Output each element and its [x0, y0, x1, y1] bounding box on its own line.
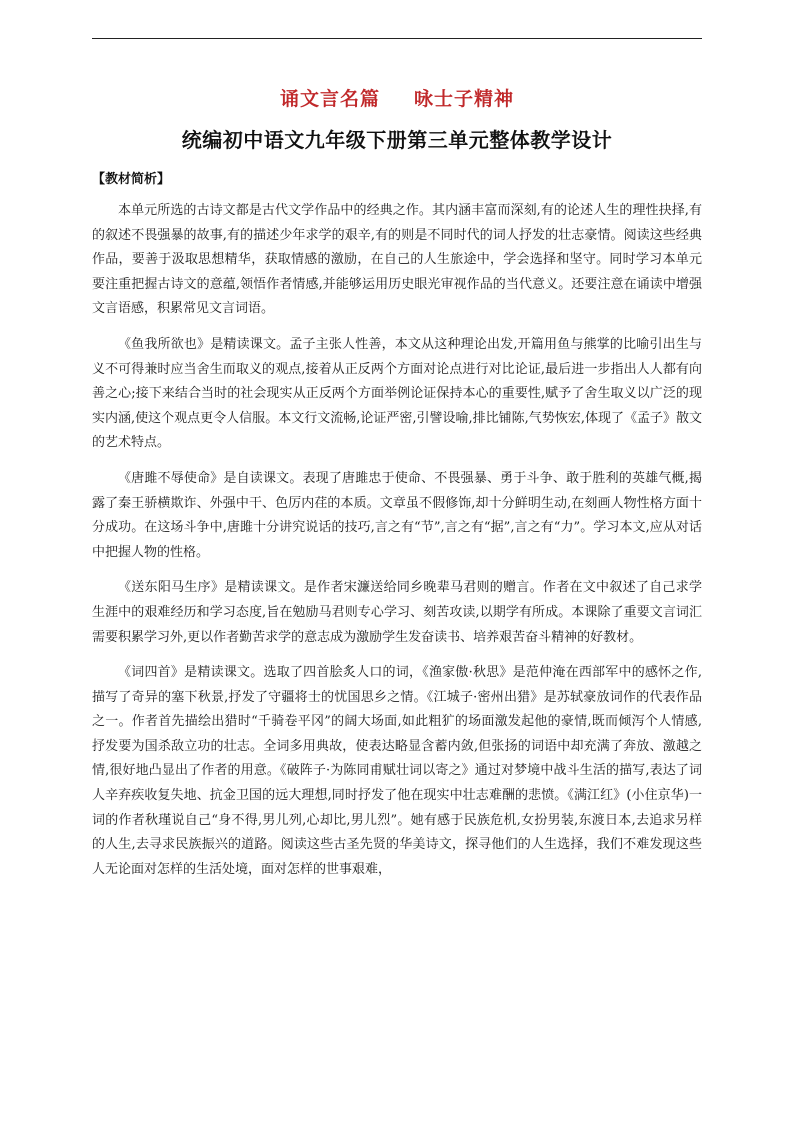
paragraph: 《词四首》是精读课文。选取了四首脍炙人口的词，《渔家傲·秋思》是范仲淹在西部军中的感怀之作,描写了奇异的塞下秋景,抒发了守疆将士的忧国思乡之情。《江城子·密州出猎》是苏轼豪放词作的代表作品之一。作者首先描绘出猎时“千骑卷平冈”的阔大场面,如此粗犷的场面激发起他的豪情,既而倾泻个人情感,抒发要为国杀敌立功的壮志。全词多用典故，使表达略显含蓄内敛,但张扬的词语中却充满了奔放、激越之情,很好地凸显出了作者的用意。《破阵子·为陈同甫赋壮词以寄之》通过对梦境中战斗生活的描写,表达了词人辛弃疾收复失地、抗金卫国的远大理想,同时抒发了他在现实中壮志难酬的悲愤。《满江红》(小住京华)一词的作者秋瑾说自己“身不得,男儿列,心却比,男儿烈”。她有感于民族危机,女扮男装,东渡日本,去追求另样的人生,去寻求民族振兴的道路。阅读这些古圣先贤的华美诗文，探寻他们的人生选择，我们不难发现这些人无论面对怎样的生活处境，面对怎样的世事艰难， — [92, 665, 702, 877]
paragraph: 《送东阳马生序》是精读课文。是作者宋濂送给同乡晚辈马君则的赠言。作者在文中叙述了自己求学生涯中的艰难经历和学习态度,旨在勉励马君则专心学习、刻苦攻读,以期学有所成。本课除了重要文言词汇需要积累学习外,更以作者勤苦求学的意志成为激励学生发奋读书、培养艰苦奋斗精神的好教材。 — [92, 580, 702, 645]
paragraph: 本单元所选的古诗文都是古代文学作品中的经典之作。其内涵丰富而深刻,有的论述人生的理性抉择,有的叙述不畏强暴的故事,有的描述少年求学的艰辛,有的则是不同时代的词人抒发的壮志豪情。阅读这些经典作品，要善于汲取思想精华，获取情感的激励，在自己的人生旅途中，学会选择和坚守。同时学习本单元要注重把握古诗文的意蕴,领悟作者情感,并能够运用历史眼光审视作品的当代意义。还要注意在诵读中增强文言语感，积累常见文言词语。 — [92, 203, 702, 317]
document-title — [92, 84, 702, 111]
title-part-1: 诵文言名篇 — [279, 88, 380, 110]
paragraph: 《唐雎不辱使命》是自读课文。表现了唐雎忠于使命、不畏强暴、勇于斗争、敢于胜利的英雄气概,揭露了秦王骄横欺诈、外强中干、色厉内荏的本质。文章虽不假修饰,却十分鲜明生动,在刻画人物性格方面十分成功。在这场斗争中,唐雎十分讲究说话的技巧,言之有“节”,言之有“据”,言之有“力”。学习本文,应从对话中把握人物的性格。 — [92, 470, 702, 560]
header-rule — [92, 38, 702, 39]
paragraph: 《鱼我所欲也》是精读课文。孟子主张人性善，本文从这种理论出发,开篇用鱼与熊掌的比喻引出生与义不可得兼时应当舍生而取义的观点,接着从正反两个方面对论点进行对比论证,最后进一步指出人人都有向善之心;接下来结合当时的社会现实从正反两个方面举例论证保持本心的重要性,赋予了舍生取义以广泛的现实内涵,使这个观点更令人信服。本文行文流畅,论证严密,引譬设喻,排比铺陈,气势恢宏,体现了《孟子》散文的艺术特点。 — [92, 336, 702, 451]
section-heading: 【教材简析】 — [92, 172, 171, 187]
document-subtitle: 统编初中语文九年级下册第三单元整体教学设计 — [181, 128, 613, 152]
title-part-2: 咏士子精神 — [414, 88, 515, 110]
body-text — [92, 199, 702, 893]
